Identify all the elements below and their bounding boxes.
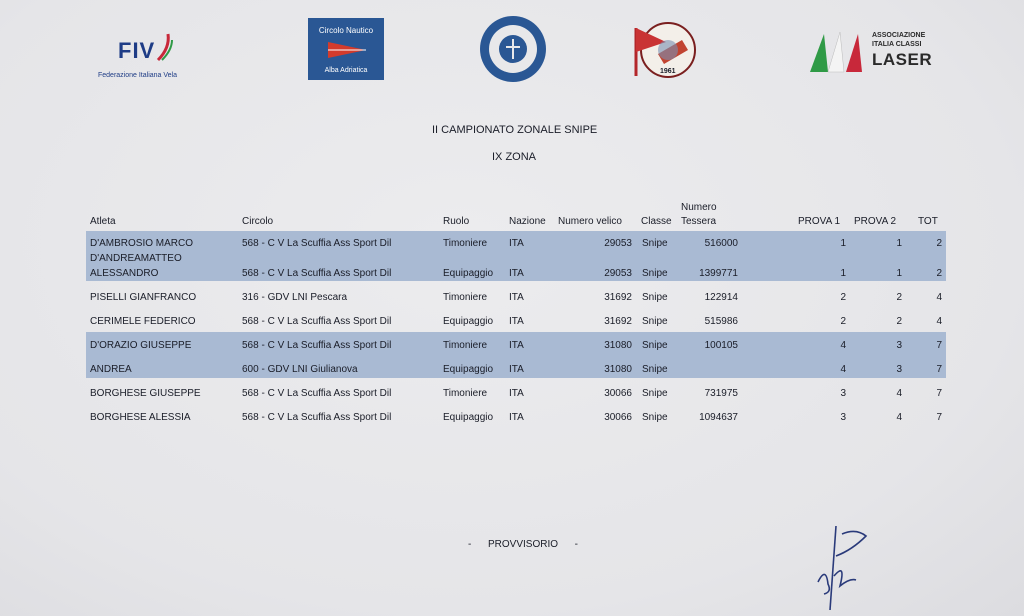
can-logo-line1: Circolo Nautico [318,26,374,35]
table-row [0,364,1024,378]
cell-classe: Snipe [642,340,668,351]
cell-prova2: 3 [896,364,902,375]
cell-prova1: 2 [840,292,846,303]
cell-prova1: 4 [840,364,846,375]
cell-ruolo: Equipaggio [443,364,494,375]
table-row-name-line1 [0,253,1024,267]
cell-prova1: 2 [840,316,846,327]
cell-circolo: 568 - C V La Scuffia Ass Sport Dil [242,388,392,399]
cell-prova1: 1 [840,268,846,279]
cell-prova1: 4 [840,340,846,351]
fiv-logo-subtitle: Federazione Italiana Vela [98,72,177,79]
cell-numero-velico: 29053 [604,268,632,279]
cell-nazione: ITA [509,388,524,399]
cell-nazione: ITA [509,292,524,303]
cell-atleta: PISELLI GIANFRANCO [90,292,197,303]
cell-classe: Snipe [642,388,668,399]
header-numero-tessera-line1: Numero [681,202,717,213]
header-tot: TOT [918,216,938,227]
cell-classe: Snipe [642,268,668,279]
cell-classe: Snipe [642,316,668,327]
cell-atleta: ANDREA [90,364,132,375]
header-nazione: Nazione [509,216,546,227]
cell-circolo: 568 - C V La Scuffia Ass Sport Dil [242,238,392,249]
table-row [0,340,1024,354]
circolo-nautico-alba-logo [308,18,384,80]
table-row [0,412,1024,426]
laser-logo-line3: LASER [872,50,933,69]
cell-atleta: ALESSANDRO [90,268,159,279]
header-numero-velico: Numero velico [558,216,622,227]
cell-atleta-line1: D'ANDREAMATTEO [90,253,182,264]
table-row [0,388,1024,402]
cell-tot: 7 [936,340,942,351]
cell-nazione: ITA [509,316,524,327]
laser-association-logo [806,28,936,76]
cell-prova2: 4 [896,412,902,423]
cell-prova2: 2 [896,292,902,303]
document-title: II CAMPIONATO ZONALE SNIPE [432,124,598,136]
cell-tot: 7 [936,364,942,375]
cell-prova2: 4 [896,388,902,399]
header-prova1: PROVA 1 [798,216,841,227]
cell-prova2: 1 [896,268,902,279]
cell-prova2: 3 [896,340,902,351]
header-circolo: Circolo [242,216,274,227]
cell-tot: 2 [936,268,942,279]
fiv-logo [92,28,192,84]
header-numero-tessera-line2: Tessera [681,216,717,227]
cell-ruolo: Equipaggio [443,412,494,423]
header-classe: Classe [641,216,672,227]
cell-prova2: 2 [896,316,902,327]
fiv-sail-icon [156,32,176,62]
cell-tessera: 1399771 [699,268,738,279]
cell-tessera: 515986 [704,316,738,327]
cell-prova2: 1 [896,238,902,249]
cell-numero-velico: 31692 [604,316,632,327]
can-logo-line2: Alba Adriatica [324,67,368,74]
header-atleta: Atleta [90,216,116,227]
cell-nazione: ITA [509,268,524,279]
header-ruolo: Ruolo [443,216,470,227]
cell-numero-velico: 30066 [604,412,632,423]
cell-classe: Snipe [642,292,668,303]
handwritten-signature [806,522,876,612]
cell-numero-velico: 31080 [604,364,632,375]
cell-tot: 4 [936,292,942,303]
cell-numero-velico: 30066 [604,388,632,399]
cell-numero-velico: 31692 [604,292,632,303]
cell-circolo: 568 - C V La Scuffia Ass Sport Dil [242,268,392,279]
fiv-logo-mark: FIV [118,38,156,63]
cell-ruolo: Equipaggio [443,316,494,327]
cell-tot: 4 [936,316,942,327]
lega-navale-logo [478,14,548,84]
cell-tessera: 122914 [704,292,738,303]
cell-classe: Snipe [642,412,668,423]
cell-tot: 7 [936,412,942,423]
laser-logo-line1: ASSOCIAZIONE [872,32,926,39]
cell-circolo: 568 - C V La Scuffia Ass Sport Dil [242,412,392,423]
cell-atleta: BORGHESE ALESSIA [90,412,191,423]
table-row [0,268,1024,282]
cell-circolo: 568 - C V La Scuffia Ass Sport Dil [242,340,392,351]
cell-ruolo: Equipaggio [443,268,494,279]
cell-tessera: 1094637 [699,412,738,423]
cell-tessera: 100105 [704,340,738,351]
cell-nazione: ITA [509,364,524,375]
cell-tot: 7 [936,388,942,399]
cell-classe: Snipe [642,364,668,375]
cell-classe: Snipe [642,238,668,249]
cell-atleta: D'AMBROSIO MARCO [90,238,194,249]
document-zone: IX ZONA [492,151,537,163]
provvisorio-label: - PROVVISORIO - [468,539,579,550]
circolo-nautico-giulianova-logo [632,20,702,82]
cng-logo-year: 1961 [660,68,676,75]
cell-ruolo: Timoniere [443,388,488,399]
cell-atleta: D'ORAZIO GIUSEPPE [90,340,192,351]
laser-logo-line2: ITALIA CLASSI [872,41,922,48]
cell-circolo: 568 - C V La Scuffia Ass Sport Dil [242,316,392,327]
cell-atleta: BORGHESE GIUSEPPE [90,388,201,399]
cell-ruolo: Timoniere [443,238,488,249]
cell-atleta: CERIMELE FEDERICO [90,316,196,327]
cell-ruolo: Timoniere [443,292,488,303]
cell-nazione: ITA [509,238,524,249]
lega-navale-emblem-icon [478,14,548,84]
cell-circolo: 316 - GDV LNI Pescara [242,292,348,303]
sail-flag-icon [326,38,368,62]
cell-prova1: 3 [840,388,846,399]
cell-circolo: 600 - GDV LNI Giulianova [242,364,358,375]
cell-prova1: 1 [840,238,846,249]
cell-numero-velico: 31080 [604,340,632,351]
cell-numero-velico: 29053 [604,238,632,249]
laser-sails-icon [806,28,866,74]
header-prova2: PROVA 2 [854,216,897,227]
cell-tot: 2 [936,238,942,249]
table-row [0,292,1024,306]
cell-nazione: ITA [509,412,524,423]
cell-prova1: 3 [840,412,846,423]
cell-tessera: 516000 [704,238,738,249]
table-row [0,238,1024,252]
cell-tessera: 731975 [704,388,738,399]
table-row [0,316,1024,330]
cell-nazione: ITA [509,340,524,351]
cell-ruolo: Timoniere [443,340,488,351]
